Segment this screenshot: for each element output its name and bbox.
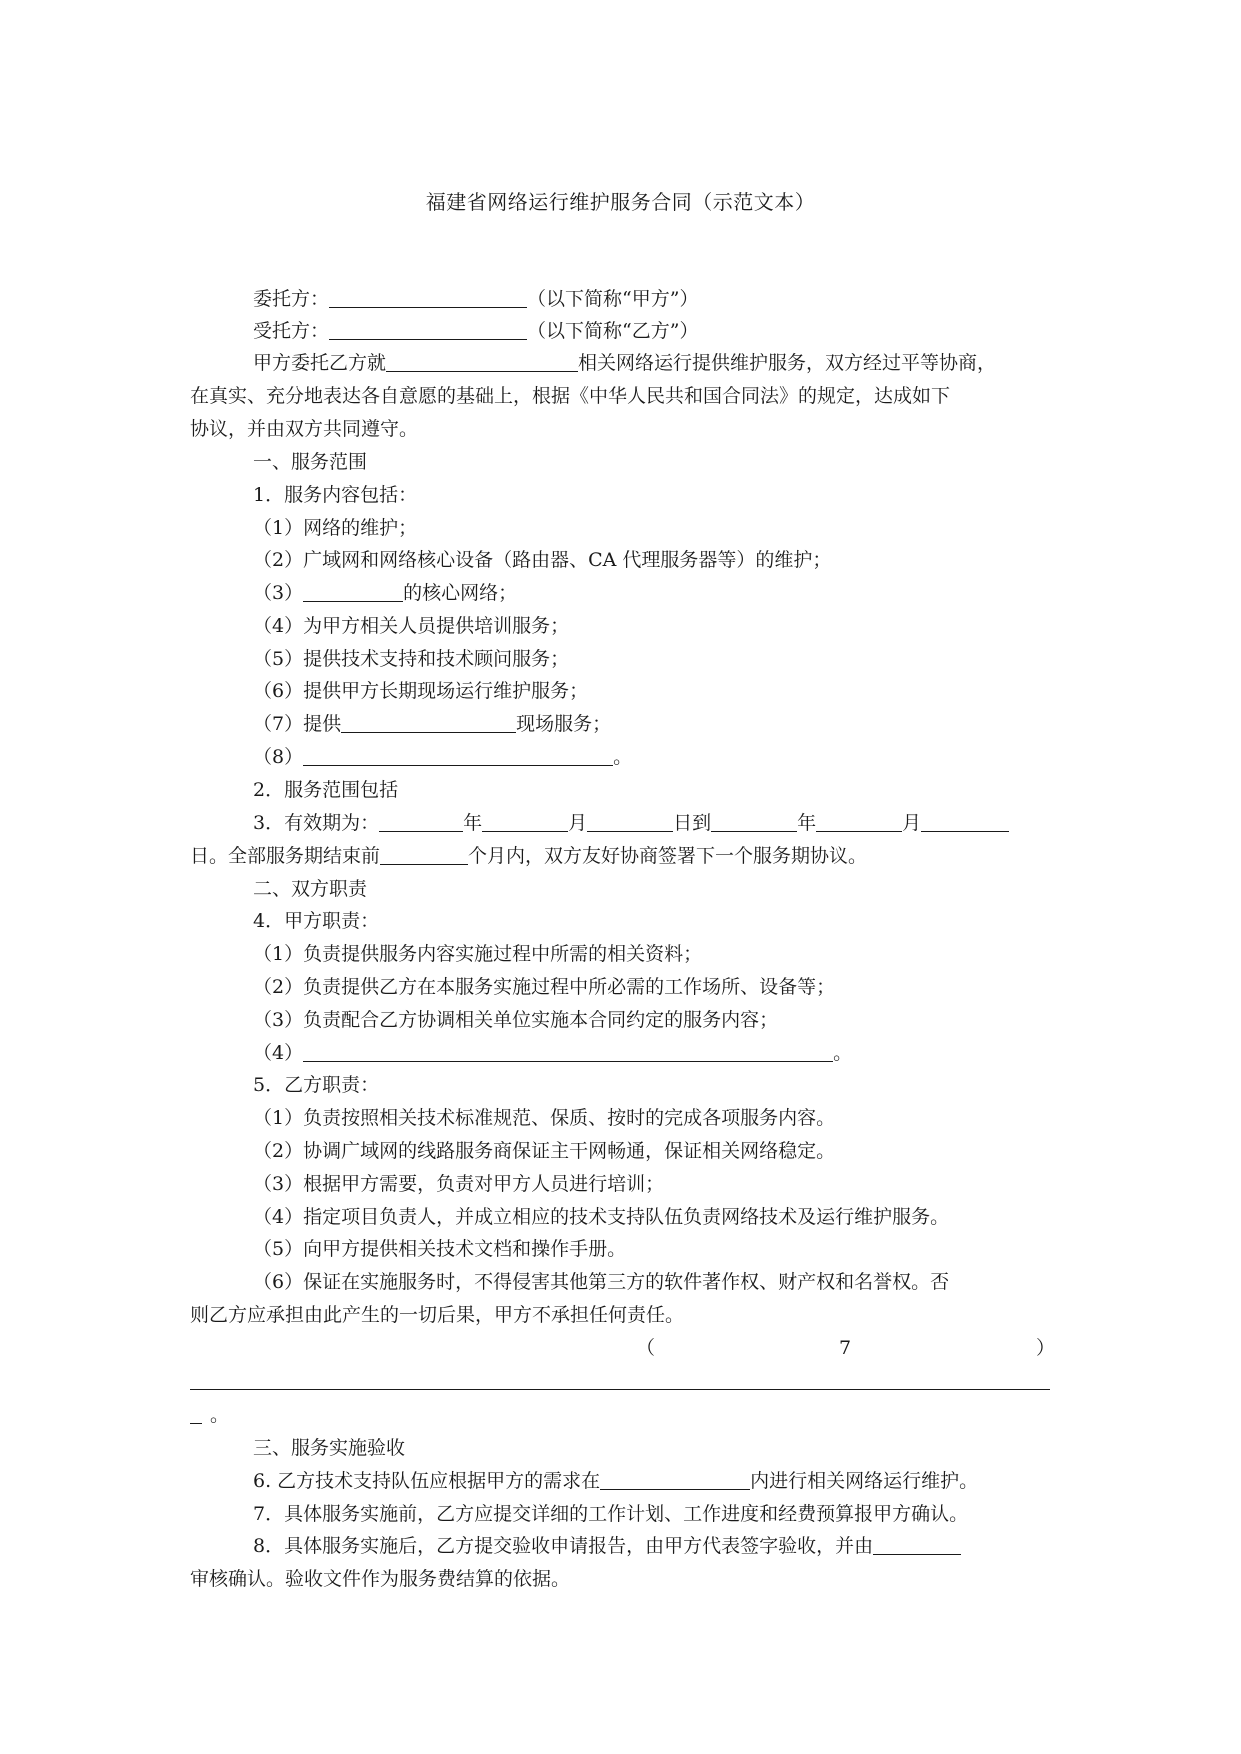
start-month-blank <box>482 811 568 832</box>
clause-4-item-1: （1）负责提供服务内容实施过程中所需的相关资料； <box>253 943 703 965</box>
intro-line-3: 协议，并由双方共同遵守。 <box>190 418 419 440</box>
clause-2: 2．服务范围包括 <box>253 779 399 801</box>
intro-line-2: 在真实、充分地表达各自意愿的基础上，根据《中华人民共和国合同法》的规定，达成如下 <box>190 385 951 407</box>
clause-1-item-1: （1）网络的维护； <box>253 517 418 539</box>
clause-8-line-1: 8．具体服务实施后，乙方提交验收申请报告，由甲方代表签字验收，并由 <box>253 1533 961 1559</box>
document-title: 福建省网络运行维护服务合同（示范文本） <box>425 190 816 214</box>
clause-1-item-7: （7）提供 现场服务； <box>253 713 612 735</box>
clause-1-item-3: （3） 的核心网络； <box>253 582 518 604</box>
section-3-heading: 三、服务实施验收 <box>253 1437 406 1459</box>
start-year-blank <box>379 811 463 832</box>
intro-blank <box>386 351 578 372</box>
onsite-service-blank <box>341 712 516 733</box>
clause-1-item-2: （2）广域网和网络核心设备（路由器、CA 代理服务器等）的维护； <box>253 549 832 571</box>
item-8-blank <box>303 745 613 766</box>
clause-1: 1．服务内容包括： <box>253 484 418 506</box>
clause-4-item-3: （3）负责配合乙方协调相关单位实施本合同约定的服务内容； <box>253 1009 779 1031</box>
paren-open: （ <box>636 1337 656 1359</box>
paren-close: ） <box>1036 1337 1056 1359</box>
clause-4: 4．甲方职责： <box>253 910 380 932</box>
intro-line-1: 甲方委托乙方就 相关网络运行提供维护服务，双方经过平等协商， <box>253 352 997 374</box>
clause-4-item-2: （2）负责提供乙方在本服务实施过程中所必需的工作场所、设备等； <box>253 976 836 998</box>
clause-5-item-2: （2）协调广域网的线路服务商保证主干网畅通，保证相关网络稳定。 <box>253 1140 836 1162</box>
core-network-blank <box>303 581 403 602</box>
end-day-blank <box>921 811 1009 832</box>
after-rule-line: 。 <box>190 1402 229 1428</box>
end-year-blank <box>711 811 797 832</box>
clause-6: 6. 乙方技术支持队伍应根据甲方的需求在 内进行相关网络运行维护。 <box>253 1470 979 1492</box>
clause-7: 7．具体服务实施前，乙方应提交详细的工作计划、工作进度和经费预算报甲方确认。 <box>253 1503 969 1525</box>
clause-5-item-3: （3）根据甲方需要，负责对甲方人员进行培训； <box>253 1173 665 1195</box>
paren-number: 7 <box>839 1337 852 1359</box>
clause-1-item-5: （5）提供技术支持和技术顾问服务； <box>253 648 570 670</box>
section-1-heading: 一、服务范围 <box>253 451 368 473</box>
timeframe-blank <box>600 1469 750 1490</box>
clause-5-item-1: （1）负责按照相关技术标准规范、保质、按时的完成各项服务内容。 <box>253 1107 836 1129</box>
clause-5: 5．乙方职责： <box>253 1074 380 1096</box>
clause-1-item-4: （4）为甲方相关人员提供培训服务； <box>253 615 570 637</box>
full-width-blank-line <box>190 1389 1050 1390</box>
section-2-heading: 二、双方职责 <box>253 878 368 900</box>
reviewer-blank <box>873 1534 961 1555</box>
clause-3-line-1: 3．有效期为： 年 月 日到 年 月 <box>253 810 1009 836</box>
clause-1-item-8: （8） 。 <box>253 746 633 768</box>
party-b-blank <box>329 319 527 340</box>
end-month-blank <box>816 811 902 832</box>
clause-5-item-6-line-1: （6）保证在实施服务时，不得侵害其他第三方的软件著作权、财产权和名誉权。否 <box>253 1271 950 1293</box>
party-b-line: 受托方： （以下简称“乙方”） <box>253 320 699 342</box>
clause-5-item-5: （5）向甲方提供相关技术文档和操作手册。 <box>253 1238 627 1260</box>
months-blank <box>380 844 468 865</box>
clause-3-line-2: 日。全部服务期结束前 个月内，双方友好协商签署下一个服务期协议。 <box>190 845 868 867</box>
short-blank <box>190 1403 202 1424</box>
clause-8-line-2: 审核确认。验收文件作为服务费结算的依据。 <box>190 1568 571 1590</box>
clause-5-item-4: （4）指定项目负责人，并成立相应的技术支持队伍负责网络技术及运行维护服务。 <box>253 1206 950 1228</box>
clause-5-item-6-line-2: 则乙方应承担由此产生的一切后果，甲方不承担任何责任。 <box>190 1304 685 1326</box>
party-a-blank <box>329 287 527 308</box>
party-a-line: 委托方： （以下简称“甲方”） <box>253 288 699 310</box>
clause-4-item-4: （4） 。 <box>253 1042 853 1064</box>
start-day-blank <box>587 811 673 832</box>
clause-4-item-4-blank <box>303 1041 833 1062</box>
clause-1-item-6: （6）提供甲方长期现场运行维护服务； <box>253 680 589 702</box>
